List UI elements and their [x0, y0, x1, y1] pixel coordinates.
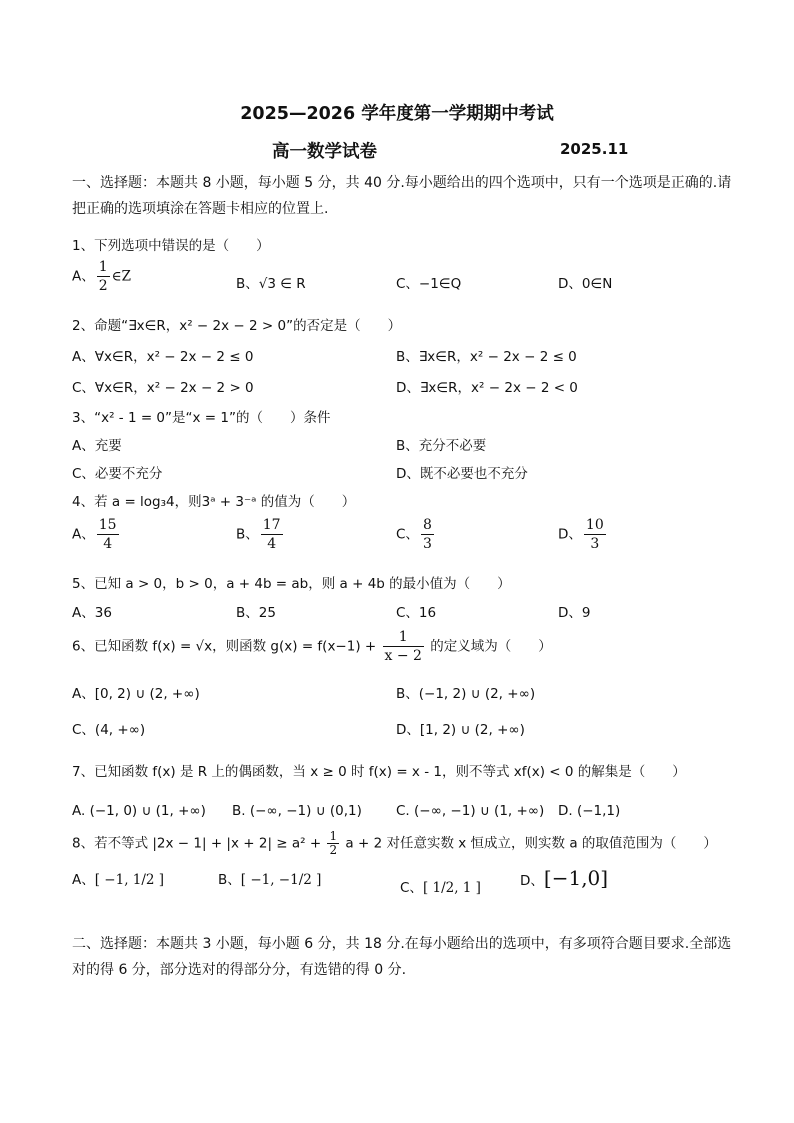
exam-title: 2025—2026 学年度第一学期期中考试 — [240, 104, 554, 124]
q4-a-num: 15 — [98, 517, 117, 533]
q4-b-num: 17 — [262, 517, 281, 533]
q1-option-c: C、−1∈Q — [396, 276, 462, 292]
q4-a-label: A、 — [72, 526, 95, 543]
q1-a-fraction — [97, 258, 110, 295]
q8-a-expr: [ −1, 1/2 ] — [94, 872, 165, 888]
q6-option-b: B、(−1, 2) ∪ (2, +∞) — [396, 686, 536, 702]
q1-option-a — [72, 258, 131, 295]
q1-option-b: B、√3 ∈ R — [236, 276, 306, 292]
q8-option-d — [520, 866, 608, 890]
q8-stem — [72, 830, 717, 857]
q2-stem: 2、命题“∃x∈R，x² − 2x − 2 > 0”的否定是（ ） — [72, 318, 402, 334]
q4-b-label: B、 — [236, 526, 259, 543]
q6-option-d: D、[1, 2) ∪ (2, +∞) — [396, 722, 525, 738]
q5-option-c: C、16 — [396, 605, 437, 621]
section1-intro: 一、选择题：本题共 8 小题，每小题 5 分，共 40 分.每小题给出的四个选项中，只有一个选项是正确的.请把正确的选项填涂在答题卡相应的位置上. — [72, 175, 732, 217]
q4-stem: 4、若 a = log₃4，则3ᵃ + 3⁻ᵃ 的值为（ ） — [72, 494, 356, 510]
q8-stem-den: 2 — [329, 843, 338, 857]
exam-date: 2025.11 — [560, 140, 629, 158]
q4-option-c — [396, 516, 436, 553]
q6-option-a: A、[0, 2) ∪ (2, +∞) — [72, 686, 200, 702]
q6-stem-den: x − 2 — [384, 648, 422, 664]
q8-option-a — [72, 868, 164, 888]
q4-b-den: 4 — [267, 536, 277, 552]
q2-option-b: B、∃x∈R，x² − 2x − 2 ≤ 0 — [396, 349, 577, 365]
q4-c-den: 3 — [422, 536, 432, 552]
q8-stem-num: 1 — [329, 829, 338, 843]
q3-stem: 3、“x² - 1 = 0”是“x = 1”的（ ）条件 — [72, 410, 331, 426]
q5-stem: 5、已知 a > 0，b > 0，a + 4b = ab，则 a + 4b 的最小值为（ ） — [72, 576, 511, 592]
q6-stem — [72, 628, 552, 665]
q1-a-label: A、 — [72, 268, 95, 285]
q4-option-b — [236, 516, 285, 553]
exam-subtitle: 高一数学试卷 — [272, 142, 377, 162]
q5-option-d: D、9 — [558, 605, 591, 621]
q4-d-den: 3 — [590, 536, 600, 552]
q8-d-expr: [−1,0] — [543, 866, 609, 890]
q8-d-label: D、 — [520, 873, 544, 889]
q6-stem-pre: 6、已知函数 f(x) = √x，则函数 g(x) = f(x−1) + — [72, 638, 381, 655]
q1-a-den: 2 — [98, 278, 108, 294]
q7-option-d: D. (−1,1) — [558, 803, 621, 819]
q8-stem-post: a + 2 对任意实数 x 恒成立，则实数 a 的取值范围为（ ） — [341, 835, 717, 852]
q4-option-d — [558, 516, 608, 553]
q4-a-den: 4 — [103, 536, 113, 552]
q1-a-num: 1 — [98, 259, 108, 275]
q7-stem: 7、已知函数 f(x) 是 R 上的偶函数，当 x ≥ 0 时 f(x) = x - 1，则不等式 xf(x) < 0 的解集是（ ） — [72, 764, 686, 780]
q1-stem: 1、下列选项中错误的是（ ） — [72, 238, 270, 254]
q1-option-d: D、0∈N — [558, 276, 613, 292]
q8-b-label: B、 — [218, 872, 241, 888]
q6-option-c: C、(4, +∞) — [72, 722, 146, 738]
q6-stem-post: 的定义域为（ ） — [425, 638, 552, 655]
q8-option-c — [400, 876, 481, 896]
q8-stem-pre: 8、若不等式 |2x − 1| + |x + 2| ≥ a² + — [72, 835, 326, 852]
q7-option-b: B. (−∞, −1) ∪ (0,1) — [232, 803, 362, 819]
q3-option-a: A、充要 — [72, 438, 122, 454]
q8-a-label: A、 — [72, 872, 95, 888]
q3-option-b: B、充分不必要 — [396, 438, 487, 454]
q4-c-num: 8 — [422, 517, 432, 533]
q4-c-label: C、 — [396, 526, 419, 543]
q8-c-expr: [ 1/2, 1 ] — [422, 880, 481, 896]
q7-option-c: C. (−∞, −1) ∪ (1, +∞) — [396, 803, 545, 819]
q2-option-a: A、∀x∈R，x² − 2x − 2 ≤ 0 — [72, 349, 254, 365]
q4-d-num: 10 — [585, 517, 604, 533]
q5-option-b: B、25 — [236, 605, 276, 621]
q2-option-d: D、∃x∈R，x² − 2x − 2 < 0 — [396, 380, 578, 396]
q8-option-b — [218, 868, 321, 888]
q4-option-a — [72, 516, 121, 553]
q6-stem-num: 1 — [383, 628, 424, 647]
q5-option-a: A、36 — [72, 605, 112, 621]
q7-option-a: A. (−1, 0) ∪ (1, +∞) — [72, 803, 206, 819]
q8-b-expr: [ −1, −1/2 ] — [240, 872, 322, 888]
q8-c-label: C、 — [400, 880, 423, 896]
q4-d-label: D、 — [558, 526, 582, 543]
q2-option-c: C、∀x∈R，x² − 2x − 2 > 0 — [72, 380, 254, 396]
q3-option-d: D、既不必要也不充分 — [396, 466, 528, 482]
q3-option-c: C、必要不充分 — [72, 466, 163, 482]
q1-a-tail: ∈Z — [111, 268, 132, 285]
section2-intro: 二、选择题：本题共 3 小题，每小题 6 分，共 18 分.在每小题给出的选项中，有多项符合题目要求.全部选对的得 6 分，部分选对的得部分分，有选错的得 0 分. — [72, 936, 732, 978]
